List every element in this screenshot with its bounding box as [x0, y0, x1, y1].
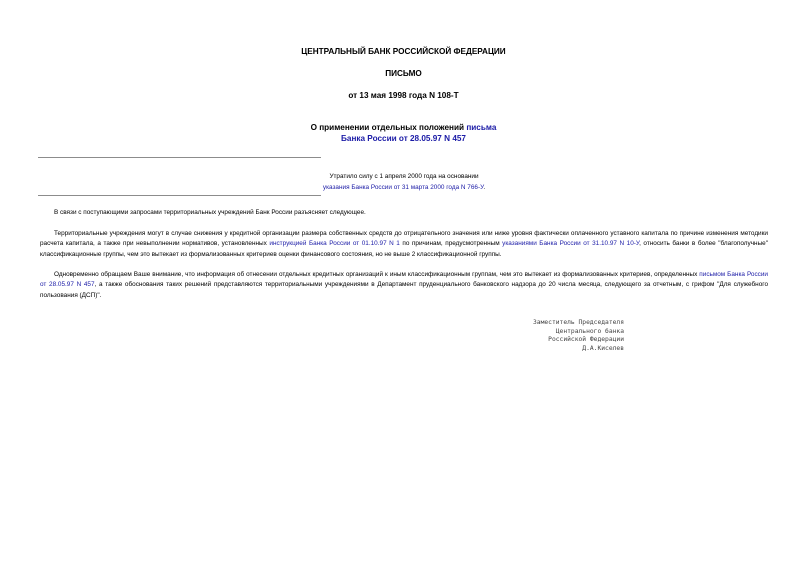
directive-link[interactable]: указаниями Банка России от 31.10.97 N 10-У [502, 240, 640, 248]
signature-country: Российской Федерации [548, 336, 624, 344]
signature-org: Центрального банка [555, 327, 624, 335]
lapse-notice [40, 171, 768, 193]
subject-link-letter[interactable]: письма [466, 123, 497, 132]
p3-text-a: Одновременно обращаем Ваше внимание, что информация об отнесении отдельных кредитных организаций к иным классификационным группам, чем это вытекает из формализованных критериев, определенных [54, 271, 700, 278]
document-type: ПИСЬМО [385, 69, 422, 78]
lapse-text: Утратило силу с 1 апреля 2000 года на основании [329, 173, 479, 180]
paragraph-reporting [40, 270, 768, 301]
signature-title: Заместитель Председателя [533, 319, 624, 326]
p2-text-c: , относить банки в более "благополучные" классификационные группы, чем это вытекает из формализованных критериев оценки финансового состояния, но не выше 2 классификационной группы. [40, 240, 769, 258]
paragraph-classification [40, 229, 768, 260]
paragraph-intro: В связи с поступающими запросами территориальных учреждений Банк России разъясняет следующее. [54, 209, 366, 216]
document-subject [0, 122, 807, 144]
p3-text-b: , а также обоснования таких решений представляются территориальными учреждениями в Департамент пруденциального банковского надзора до 20 числа месяца, следующего за отчетным, с грифом "Для служебного пользования (ДСП)". [40, 281, 769, 299]
signature-name: Д.А.Киселев [582, 345, 624, 353]
document-date-number: от 13 мая 1998 года N 108-Т [348, 91, 459, 100]
subject-link-letter-ref[interactable]: Банка России от 28.05.97 N 457 [341, 134, 466, 143]
lapse-link[interactable]: указания Банка России от 31 марта 2000 года N 766-У [322, 184, 484, 191]
subject-text: О применении отдельных положений [310, 123, 467, 132]
p2-text-a: Территориальные учреждения могут в случае снижения у кредитной организации размера собственных средств до отрицательного значения или ниже уровня фактически оплаченного уставного капитала по причине изменения методики расчета капитала, а также при невыполнении нормативов, установленных [40, 230, 768, 248]
signature-block [470, 319, 624, 354]
bank-name: ЦЕНТРАЛЬНЫЙ БАНК РОССИЙСКОЙ ФЕДЕРАЦИИ [301, 47, 506, 56]
p2-text-b: по причинам, предусмотренным [399, 240, 503, 248]
letter-link[interactable]: письмом Банка России от 28.05.97 N 457 [40, 271, 769, 289]
divider-bottom [38, 195, 321, 196]
lapse-end: . [483, 184, 486, 191]
divider-top [38, 157, 321, 158]
instruction-link[interactable]: инструкцией Банка России от 01.10.97 N 1 [269, 240, 400, 248]
